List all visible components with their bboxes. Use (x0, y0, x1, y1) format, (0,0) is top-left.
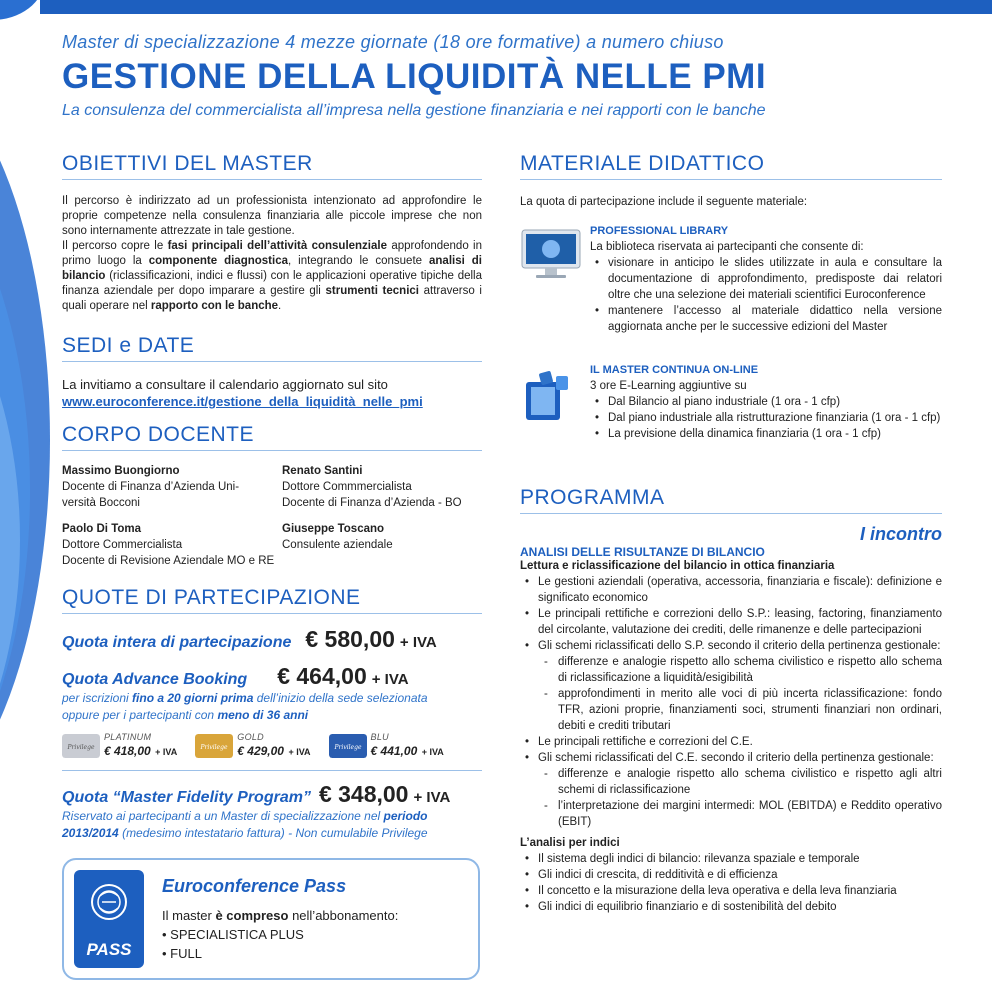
card-platinum: Privilege PLATINUM € 418,00 + IVA (62, 732, 177, 760)
online-list (590, 394, 942, 442)
quota-intera-price: € 580,00 (305, 626, 395, 652)
svg-text:Privilege: Privilege (67, 744, 95, 751)
obiettivi-paragraph-1: Il percorso è indirizzato ad un professionista intenzionato ad approfondire le proprie competenze nella consulenza finanziaria alle piccole imprese che non sono internamente attrezzate in tale gestione. (62, 195, 482, 237)
list-item: • Il concetto e la misurazione della leva operativa e della leva finanziaria (520, 883, 942, 899)
list-item: • La previsione della dinamica finanziaria (1 ora - 1 cfp) (590, 426, 942, 442)
materiale-intro: La quota di partecipazione include il seguente materiale: (520, 196, 808, 208)
sub-list-item: - differenze e analogie rispetto allo schema civilistico e rispetto agli altri schemi di riclassificazione (538, 766, 942, 798)
programma-list (520, 574, 942, 830)
docente-item: Paolo Di Toma Dottore Commercialista Docente di Revisione Aziendale MO e RE (62, 523, 275, 567)
header-kicker: Master di specializzazione 4 mezze giornate (18 ore formative) a numero chiuso (62, 32, 724, 52)
obiettivi-section (62, 152, 482, 314)
quota-advance-label: Quota Advance Booking (62, 671, 248, 688)
docenti-list (62, 463, 482, 569)
list-item: • Le gestioni aziendali (operativa, accessoria, finanziaria e fiscale): definizione e significato economico (520, 574, 942, 606)
indici-subheading: L’analisi per indici (520, 837, 620, 849)
library-text: La biblioteca riservata ai partecipanti che consente di: (590, 241, 864, 253)
sedi-section (62, 334, 482, 410)
page-subtitle: La consulenza del commercialista all’impresa nella gestione finanziaria e nei rapporti con le banche (62, 102, 766, 119)
docente-item: Massimo Buongiorno Docente di Finanza d’Azienda Uni- versità Bocconi (62, 465, 240, 509)
library-list (590, 255, 942, 335)
quota-fidelity-note: Riservato ai partecipanti a un Master di specializzazione nel periodo 2013/2014 (medesimo intestatario fattura) - Non cumulabile Privilege (62, 809, 428, 840)
quote-title: QUOTE DI PARTECIPAZIONE (62, 586, 482, 614)
top-accent-bar (40, 0, 992, 14)
online-title: IL MASTER CONTINUA ON-LINE (590, 364, 759, 376)
list-item: • Le principali rettifiche e correzioni del C.E. (520, 734, 942, 750)
programma-section (520, 486, 942, 915)
quota-intera-label: Quota intera di partecipazione (62, 634, 292, 651)
pass-title: Euroconference Pass (162, 876, 347, 896)
list-item: • Dal piano industriale alla ristrutturazione finanziaria (1 ora - 1 cfp) (590, 410, 942, 426)
pass-text: Il master è compreso nell’abbonamento: • SPECIALISTICA PLUS • FULL (162, 908, 399, 961)
list-item: • mantenere l’accesso al materiale didattico nella versione aggiornata anche per le successive edizioni del Master (590, 303, 942, 335)
pass-logo-icon (74, 870, 144, 940)
quota-advance-row: Quota Advance Booking € 464,00 + IVA (62, 663, 409, 689)
quota-fidelity-price: € 348,00 (318, 781, 409, 807)
list-item: • Gli indici di crescita, di redditività e di efficienza (520, 867, 942, 883)
list-item: • Le principali rettifiche e correzioni dello S.P.: leasing, factoring, finanziamento del circolante, valutazione dei crediti, delle rimanenze e delle partecipazioni (520, 606, 942, 638)
quota-advance-price: € 464,00 (277, 663, 367, 689)
decorative-waves (0, 0, 70, 992)
quota-advance-note: per iscrizioni fino a 20 giorni prima dell’inizio della sede selezionata oppure per i partecipanti con meno di 36 anni (62, 691, 428, 722)
indici-list (520, 851, 942, 915)
docente-item: Giuseppe Toscano Consulente aziendale (282, 523, 393, 551)
pass-label: PASS (86, 940, 132, 959)
pass-badge (74, 870, 144, 968)
page-title: GESTIONE DELLA LIQUIDITÀ NELLE PMI (62, 57, 767, 96)
list-item: • Il sistema degli indici di bilancio: rilevanza spaziale e temporale (520, 851, 942, 867)
list-item: • Gli schemi riclassificati dello S.P. secondo il criterio della pertinenza gestionale: - differenze e analogie rispetto allo schema civilistico e rispetto allo schema di riclassificazione a liquidità/esigibilità - approfondimenti in merito alle voci di più incerta riclassificazione: fondo TFR, azioni proprie, finanziamenti soci, strumenti finanziari non ordinari, debiti e crediti tributari (520, 638, 942, 734)
list-item: • visionare in anticipo le slides utilizzate in aula e consultare la documentazione di approfondimento, predisposte dai relatori oltre che una selezione dei materiali scientifici Euroconference (590, 255, 942, 303)
svg-text:Privilege: Privilege (200, 744, 228, 751)
privilege-cards (62, 732, 482, 760)
blu-card-icon (329, 734, 367, 758)
sedi-text: La invitiamo a consultare il calendario aggiornato sul sito (62, 377, 388, 392)
sub-list (538, 654, 942, 734)
materiale-section (520, 152, 942, 210)
master-online (590, 363, 942, 442)
programma-title: PROGRAMMA (520, 486, 942, 514)
programma-subheading: Lettura e riclassificazione del bilancio in ottica finanziaria (520, 560, 835, 572)
docenti-section (62, 423, 482, 569)
sub-list-item: - l’interpretazione dei margini intermedi: MOL (EBITDA) e Reddito operativo (EBIT) (538, 798, 942, 830)
sedi-title: SEDI e DATE (62, 334, 482, 362)
docente-item: Renato Santini Dottore Commmercialista Docente di Finanza d’Azienda - BO (282, 465, 462, 509)
svg-text:Privilege: Privilege (334, 744, 362, 751)
quota-fidelity-row: Quota “Master Fidelity Program” € 348,00 + IVA (62, 781, 451, 807)
card-blu: Privilege BLU € 441,00 + IVA (329, 732, 444, 760)
platinum-card-icon (62, 734, 100, 758)
list-item: • Gli schemi riclassificati del C.E. secondo il criterio della pertinenza gestionale: - differenze e analogie rispetto allo schema civilistico e rispetto agli altri schemi di riclassificazione - l’interpretazione dei margini intermedi: MOL (EBITDA) e Reddito operativo (EBIT) (520, 750, 942, 830)
computer-monitor-icon (520, 228, 582, 280)
library-title: PROFESSIONAL LIBRARY (590, 225, 729, 237)
online-text: 3 ore E-Learning aggiuntive su (590, 380, 747, 392)
list-item: • Gli indici di equilibrio finanziario e di sostenibilità del debito (520, 899, 942, 915)
e-learning-icon (522, 368, 574, 424)
quota-intera-row: Quota intera di partecipazione € 580,00 + IVA (62, 626, 437, 652)
sub-list-item: - approfondimenti in merito alle voci di più incerta riclassificazione: fondo TFR, azioni proprie, finanziamenti soci, strumenti finanziari non ordinari, debiti e crediti tributari (538, 686, 942, 734)
gold-card-icon (195, 734, 233, 758)
header (62, 32, 962, 120)
programma-heading: ANALISI DELLE RISULTANZE DI BILANCIO (520, 545, 765, 559)
materiale-title: MATERIALE DIDATTICO (520, 152, 942, 180)
quote-section (62, 586, 482, 842)
euroconference-pass-box (62, 858, 480, 980)
quota-fidelity-label: Quota “Master Fidelity Program” (62, 789, 311, 806)
docenti-title: CORPO DOCENTE (62, 423, 482, 451)
obiettivi-paragraph-2: Il percorso copre le fasi principali dell’attività consulenziale approfondendo in primo luogo la componente diagnostica, integrando le consuete analisi di bilancio (riclassificazioni, indici e flussi) con le applicazioni operative tipiche della finanza aziendale per dopo imparare a gestire gli strumenti tecnici attraverso i quali operare nel rapporto con le banche. (62, 240, 482, 312)
sedi-link[interactable]: www.euroconference.it/gestione_della_liquidità_nelle_pmi (62, 394, 423, 409)
card-gold: Privilege GOLD € 429,00 + IVA (195, 732, 310, 760)
incontro-label: I incontro (860, 524, 942, 544)
obiettivi-title: OBIETTIVI DEL MASTER (62, 152, 482, 180)
sub-list (538, 766, 942, 830)
list-item: • Dal Bilancio al piano industriale (1 ora - 1 cfp) (590, 394, 942, 410)
sub-list-item: - differenze e analogie rispetto allo schema civilistico e rispetto allo schema di riclassificazione a liquidità/esigibilità (538, 654, 942, 686)
professional-library (590, 224, 942, 335)
